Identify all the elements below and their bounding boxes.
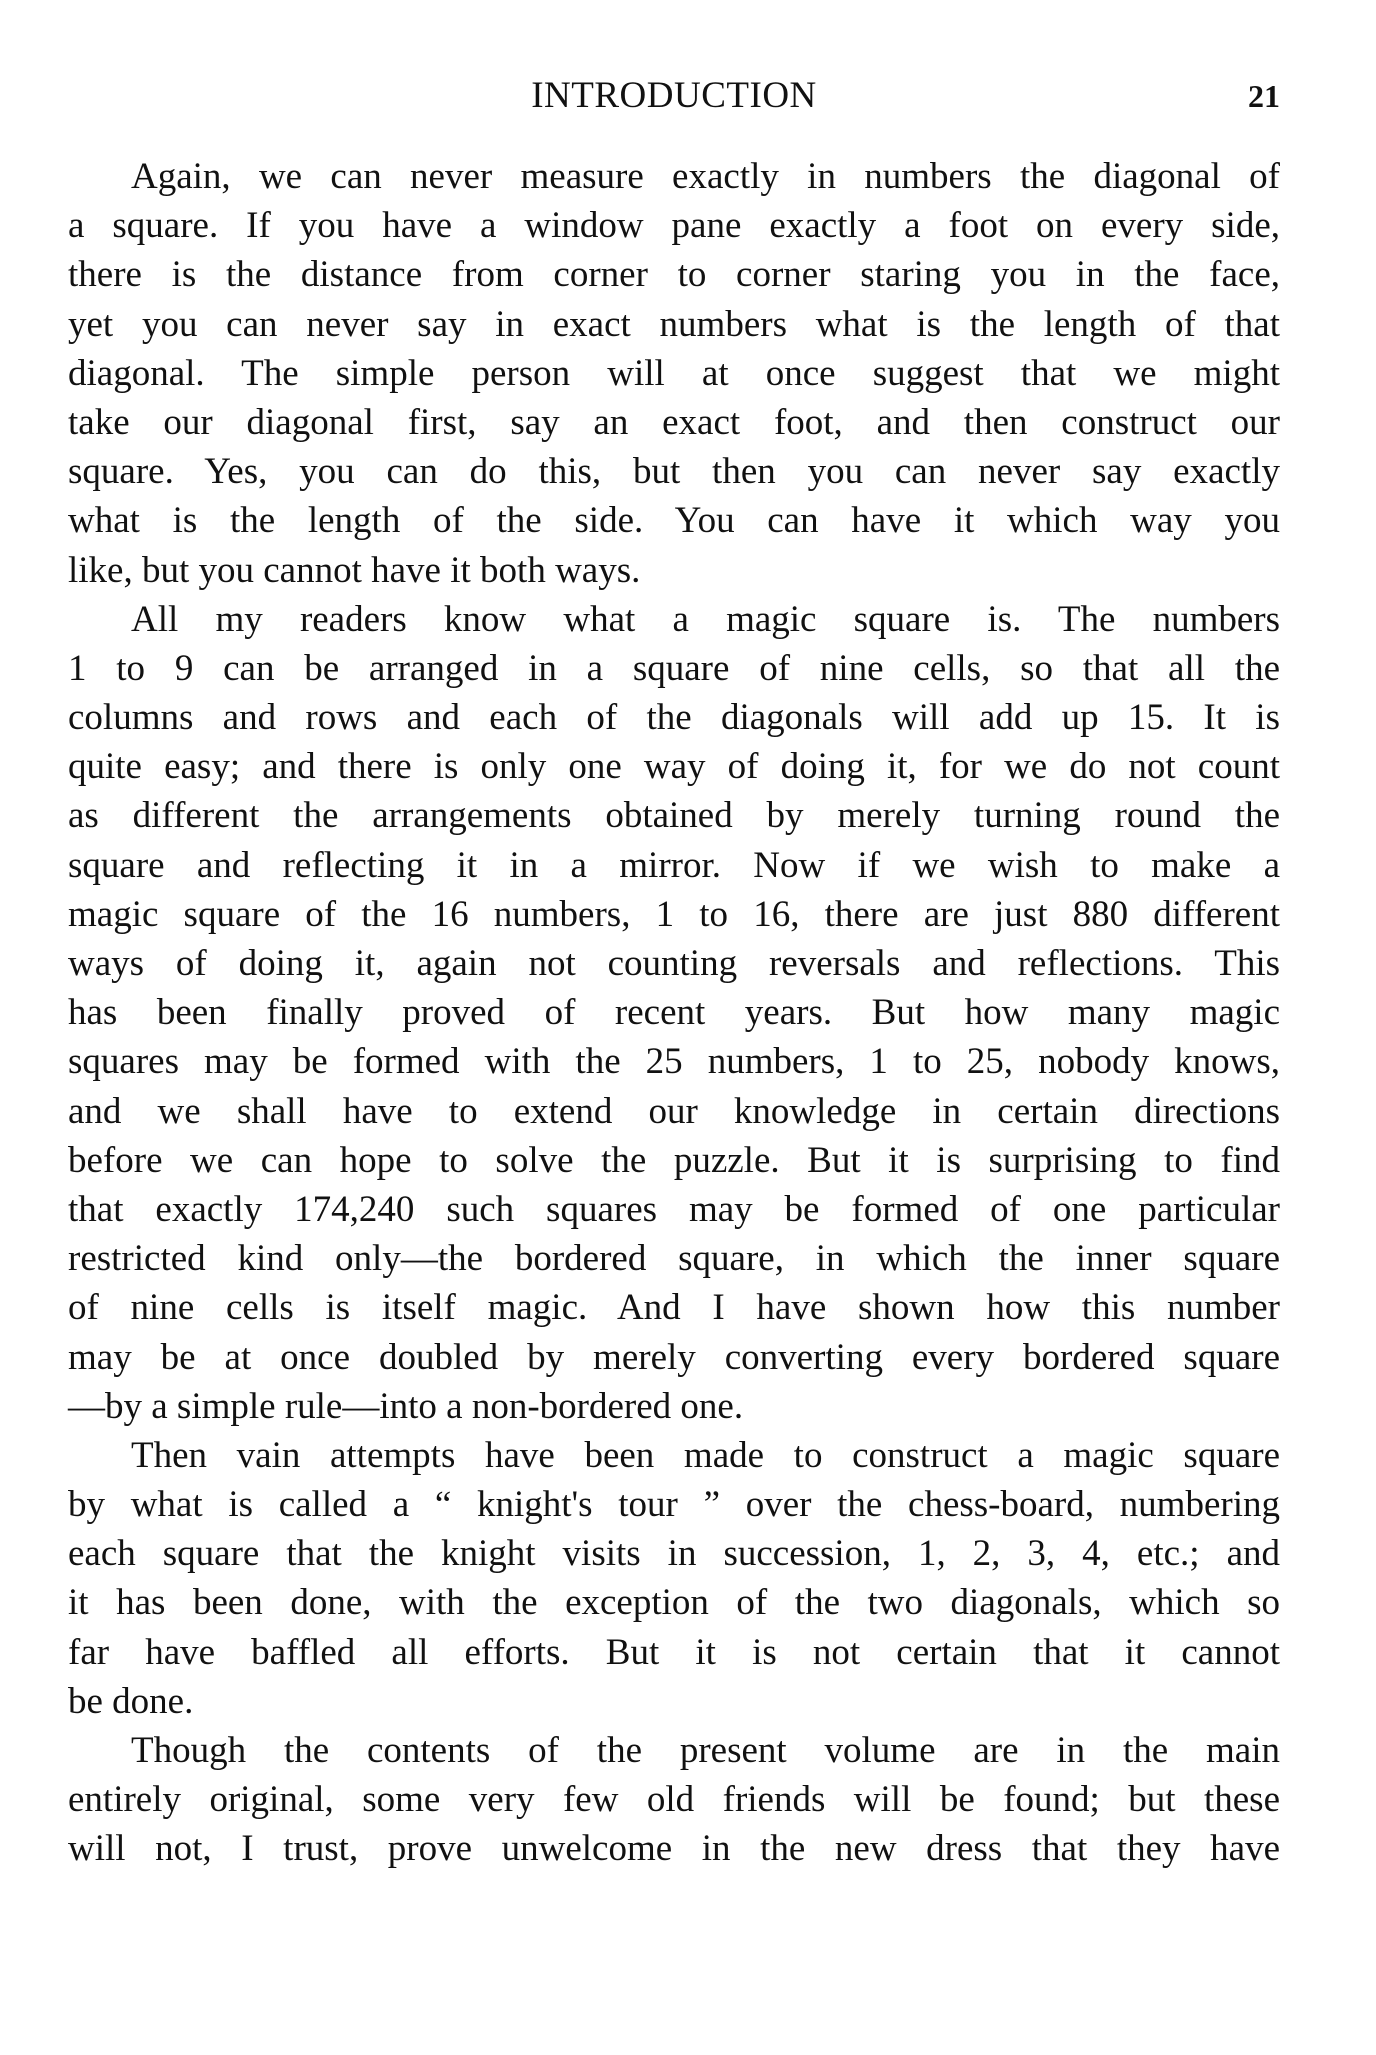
paragraph bbox=[68, 1431, 1280, 1726]
text-line: what is the length of the side. You can have it which way you bbox=[68, 500, 1280, 542]
text-line: Again, we can never measure exactly in numbers the diagonal of bbox=[131, 156, 1280, 197]
text-line: squares may be formed with the 25 numbers, 1 to 25, nobody knows, bbox=[68, 1041, 1280, 1083]
text-line: ways of doing it, again not counting reversals and reflections. This bbox=[68, 943, 1280, 984]
text-line: diagonal. The simple person will at once suggest that we might bbox=[68, 352, 1280, 394]
text-line: that exactly 174,240 such squares may be formed of one particular bbox=[68, 1188, 1280, 1230]
running-header bbox=[68, 74, 1280, 124]
text-line: may be at once doubled by merely converting every bordered square bbox=[68, 1336, 1280, 1378]
running-title: INTRODUCTION bbox=[531, 75, 817, 116]
body-text bbox=[68, 152, 1280, 1874]
text-line: columns and rows and each of the diagonals will add up 15. It is bbox=[68, 697, 1280, 739]
text-line: and we shall have to extend our knowledge in certain directions bbox=[68, 1090, 1280, 1132]
text-line: there is the distance from corner to corner staring you in the face, bbox=[68, 254, 1280, 296]
text-line: of nine cells is itself magic. And I have shown how this number bbox=[68, 1287, 1280, 1329]
text-line: entirely original, some very few old friends will be found; but these bbox=[68, 1779, 1280, 1821]
text-line: —by a simple rule—into a non-bordered one. bbox=[68, 1385, 744, 1427]
text-line: has been finally proved of recent years. But how many magic bbox=[68, 992, 1280, 1034]
text-line: square and reflecting it in a mirror. Now if we wish to make a bbox=[68, 844, 1280, 886]
text-line: it has been done, with the exception of the two diagonals, which so bbox=[68, 1582, 1280, 1624]
text-line: as different the arrangements obtained by merely turning round the bbox=[68, 795, 1280, 837]
text-line: like, but you cannot have it both ways. bbox=[68, 549, 641, 591]
text-line: before we can hope to solve the puzzle. But it is surprising to find bbox=[68, 1139, 1280, 1181]
text-line: far have baffled all efforts. But it is not certain that it cannot bbox=[68, 1631, 1280, 1673]
paragraph bbox=[68, 595, 1280, 1431]
paragraph bbox=[68, 152, 1280, 595]
text-line: yet you can never say in exact numbers what is the length of that bbox=[68, 303, 1280, 345]
text-line: a square. If you have a window pane exactly a foot on every side, bbox=[68, 205, 1280, 247]
text-line: magic square of the 16 numbers, 1 to 16, there are just 880 different bbox=[68, 893, 1280, 935]
text-line: Then vain attempts have been made to construct a magic square bbox=[131, 1434, 1280, 1476]
page-number: 21 bbox=[1248, 78, 1280, 114]
text-line: All my readers know what a magic square is. The numbers bbox=[131, 598, 1280, 640]
text-line: by what is called a “ knight's tour ” over the chess-board, numbering bbox=[68, 1484, 1280, 1526]
paragraph bbox=[68, 1726, 1280, 1874]
text-line: Though the contents of the present volume are in the main bbox=[131, 1730, 1280, 1771]
text-line: be done. bbox=[68, 1680, 194, 1722]
text-line: quite easy; and there is only one way of doing it, for we do not count bbox=[68, 746, 1280, 788]
text-line: restricted kind only—the bordered square, in which the inner square bbox=[68, 1238, 1280, 1280]
text-line: will not, I trust, prove unwelcome in the new dress that they have bbox=[68, 1828, 1280, 1870]
text-line: take our diagonal first, say an exact foot, and then construct our bbox=[68, 401, 1280, 443]
text-line: each square that the knight visits in succession, 1, 2, 3, 4, etc.; and bbox=[68, 1533, 1280, 1575]
text-line: 1 to 9 can be arranged in a square of nine cells, so that all the bbox=[68, 647, 1280, 689]
text-line: square. Yes, you can do this, but then you can never say exactly bbox=[68, 451, 1280, 493]
